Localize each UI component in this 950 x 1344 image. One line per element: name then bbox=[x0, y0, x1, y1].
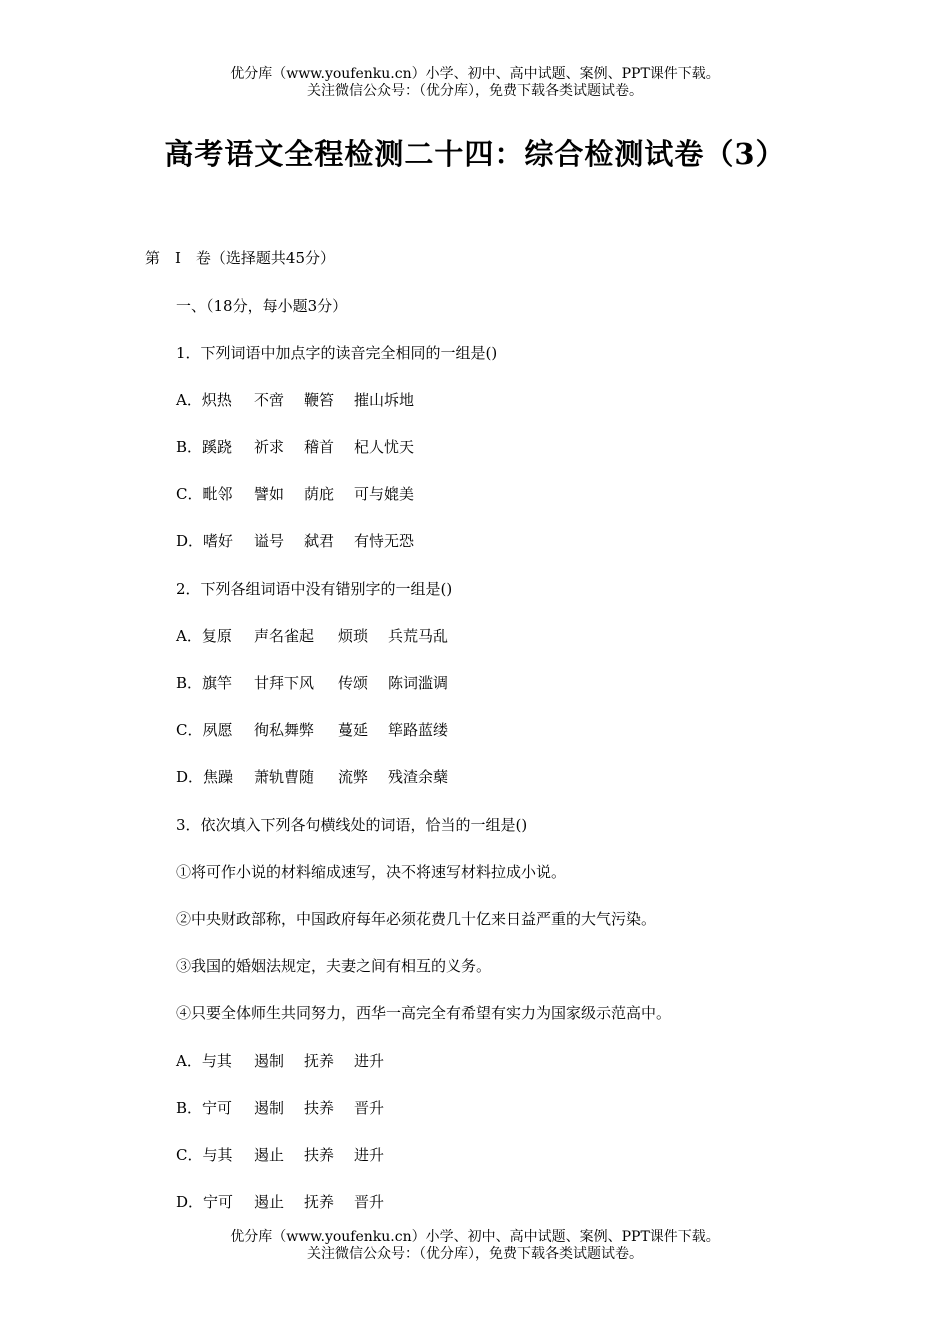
question-2-option-b: B．旗竿 甘拜下风 传颂 陈词滥调 bbox=[176, 674, 449, 692]
question-1-option-d: D．嗜好 谥号 弑君 有恃无恐 bbox=[176, 532, 415, 550]
question-3-option-c: C．与其 遏止 扶养 进升 bbox=[176, 1146, 385, 1164]
question-1-option-a: A．炽热 不啻 鞭笞 摧山坼地 bbox=[176, 391, 415, 409]
question-3-sentence-4: ④只要全体师生共同努力，西华一高完全有希望有实力为国家级示范高中。 bbox=[176, 1004, 672, 1022]
question-1-option-b: B．蹊跷 祈求 稽首 杞人忧天 bbox=[176, 438, 415, 456]
part-heading: 一、（18分，每小题3分） bbox=[176, 297, 348, 315]
section-heading: 第 Ⅰ 卷（选择题共45分） bbox=[145, 249, 336, 267]
question-3-option-a: A．与其 遏制 抚养 进升 bbox=[176, 1052, 385, 1070]
question-3-stem: 3．依次填入下列各句横线处的词语，恰当的一组是() bbox=[176, 816, 528, 834]
page-footer bbox=[0, 1229, 950, 1263]
question-2-option-c: C．夙愿 徇私舞弊 蔓延 筚路蓝缕 bbox=[176, 721, 449, 739]
question-3-option-b: B．宁可 遏制 扶养 晋升 bbox=[176, 1099, 385, 1117]
question-3-sentence-3: ③我国的婚姻法规定，夫妻之间有相互的义务。 bbox=[176, 957, 492, 975]
header-line-1: 优分库（www.youfenku.cn）小学、初中、高中试题、案例、PPT课件下载。 bbox=[230, 66, 720, 82]
question-1-option-c: C．毗邻 譬如 荫庇 可与媲美 bbox=[176, 485, 415, 503]
question-3-option-d: D．宁可 遏止 抚养 晋升 bbox=[176, 1193, 385, 1211]
question-3-sentence-2: ②中央财政部称，中国政府每年必须花费几十亿来日益严重的大气污染。 bbox=[176, 910, 657, 928]
footer-line-1: 优分库（www.youfenku.cn）小学、初中、高中试题、案例、PPT课件下载。 bbox=[230, 1229, 720, 1245]
page-title: 高考语文全程检测二十四：综合检测试卷（3） bbox=[164, 137, 786, 171]
question-2-stem: 2．下列各组词语中没有错别字的一组是() bbox=[176, 580, 453, 598]
header-line-2: 关注微信公众号：（优分库），免费下载各类试题试卷。 bbox=[307, 83, 643, 99]
footer-line-2: 关注微信公众号：（优分库），免费下载各类试题试卷。 bbox=[307, 1246, 643, 1262]
question-1-stem: 1．下列词语中加点字的读音完全相同的一组是() bbox=[176, 344, 498, 362]
page-header bbox=[0, 66, 950, 100]
question-2-option-d: D．焦躁 萧轨曹随 流弊 残渣余蘖 bbox=[176, 768, 449, 786]
question-3-sentence-1: ①将可作小说的材料缩成速写，决不将速写材料拉成小说。 bbox=[176, 863, 567, 881]
question-2-option-a: A．复原 声名雀起 烦琐 兵荒马乱 bbox=[176, 627, 449, 645]
